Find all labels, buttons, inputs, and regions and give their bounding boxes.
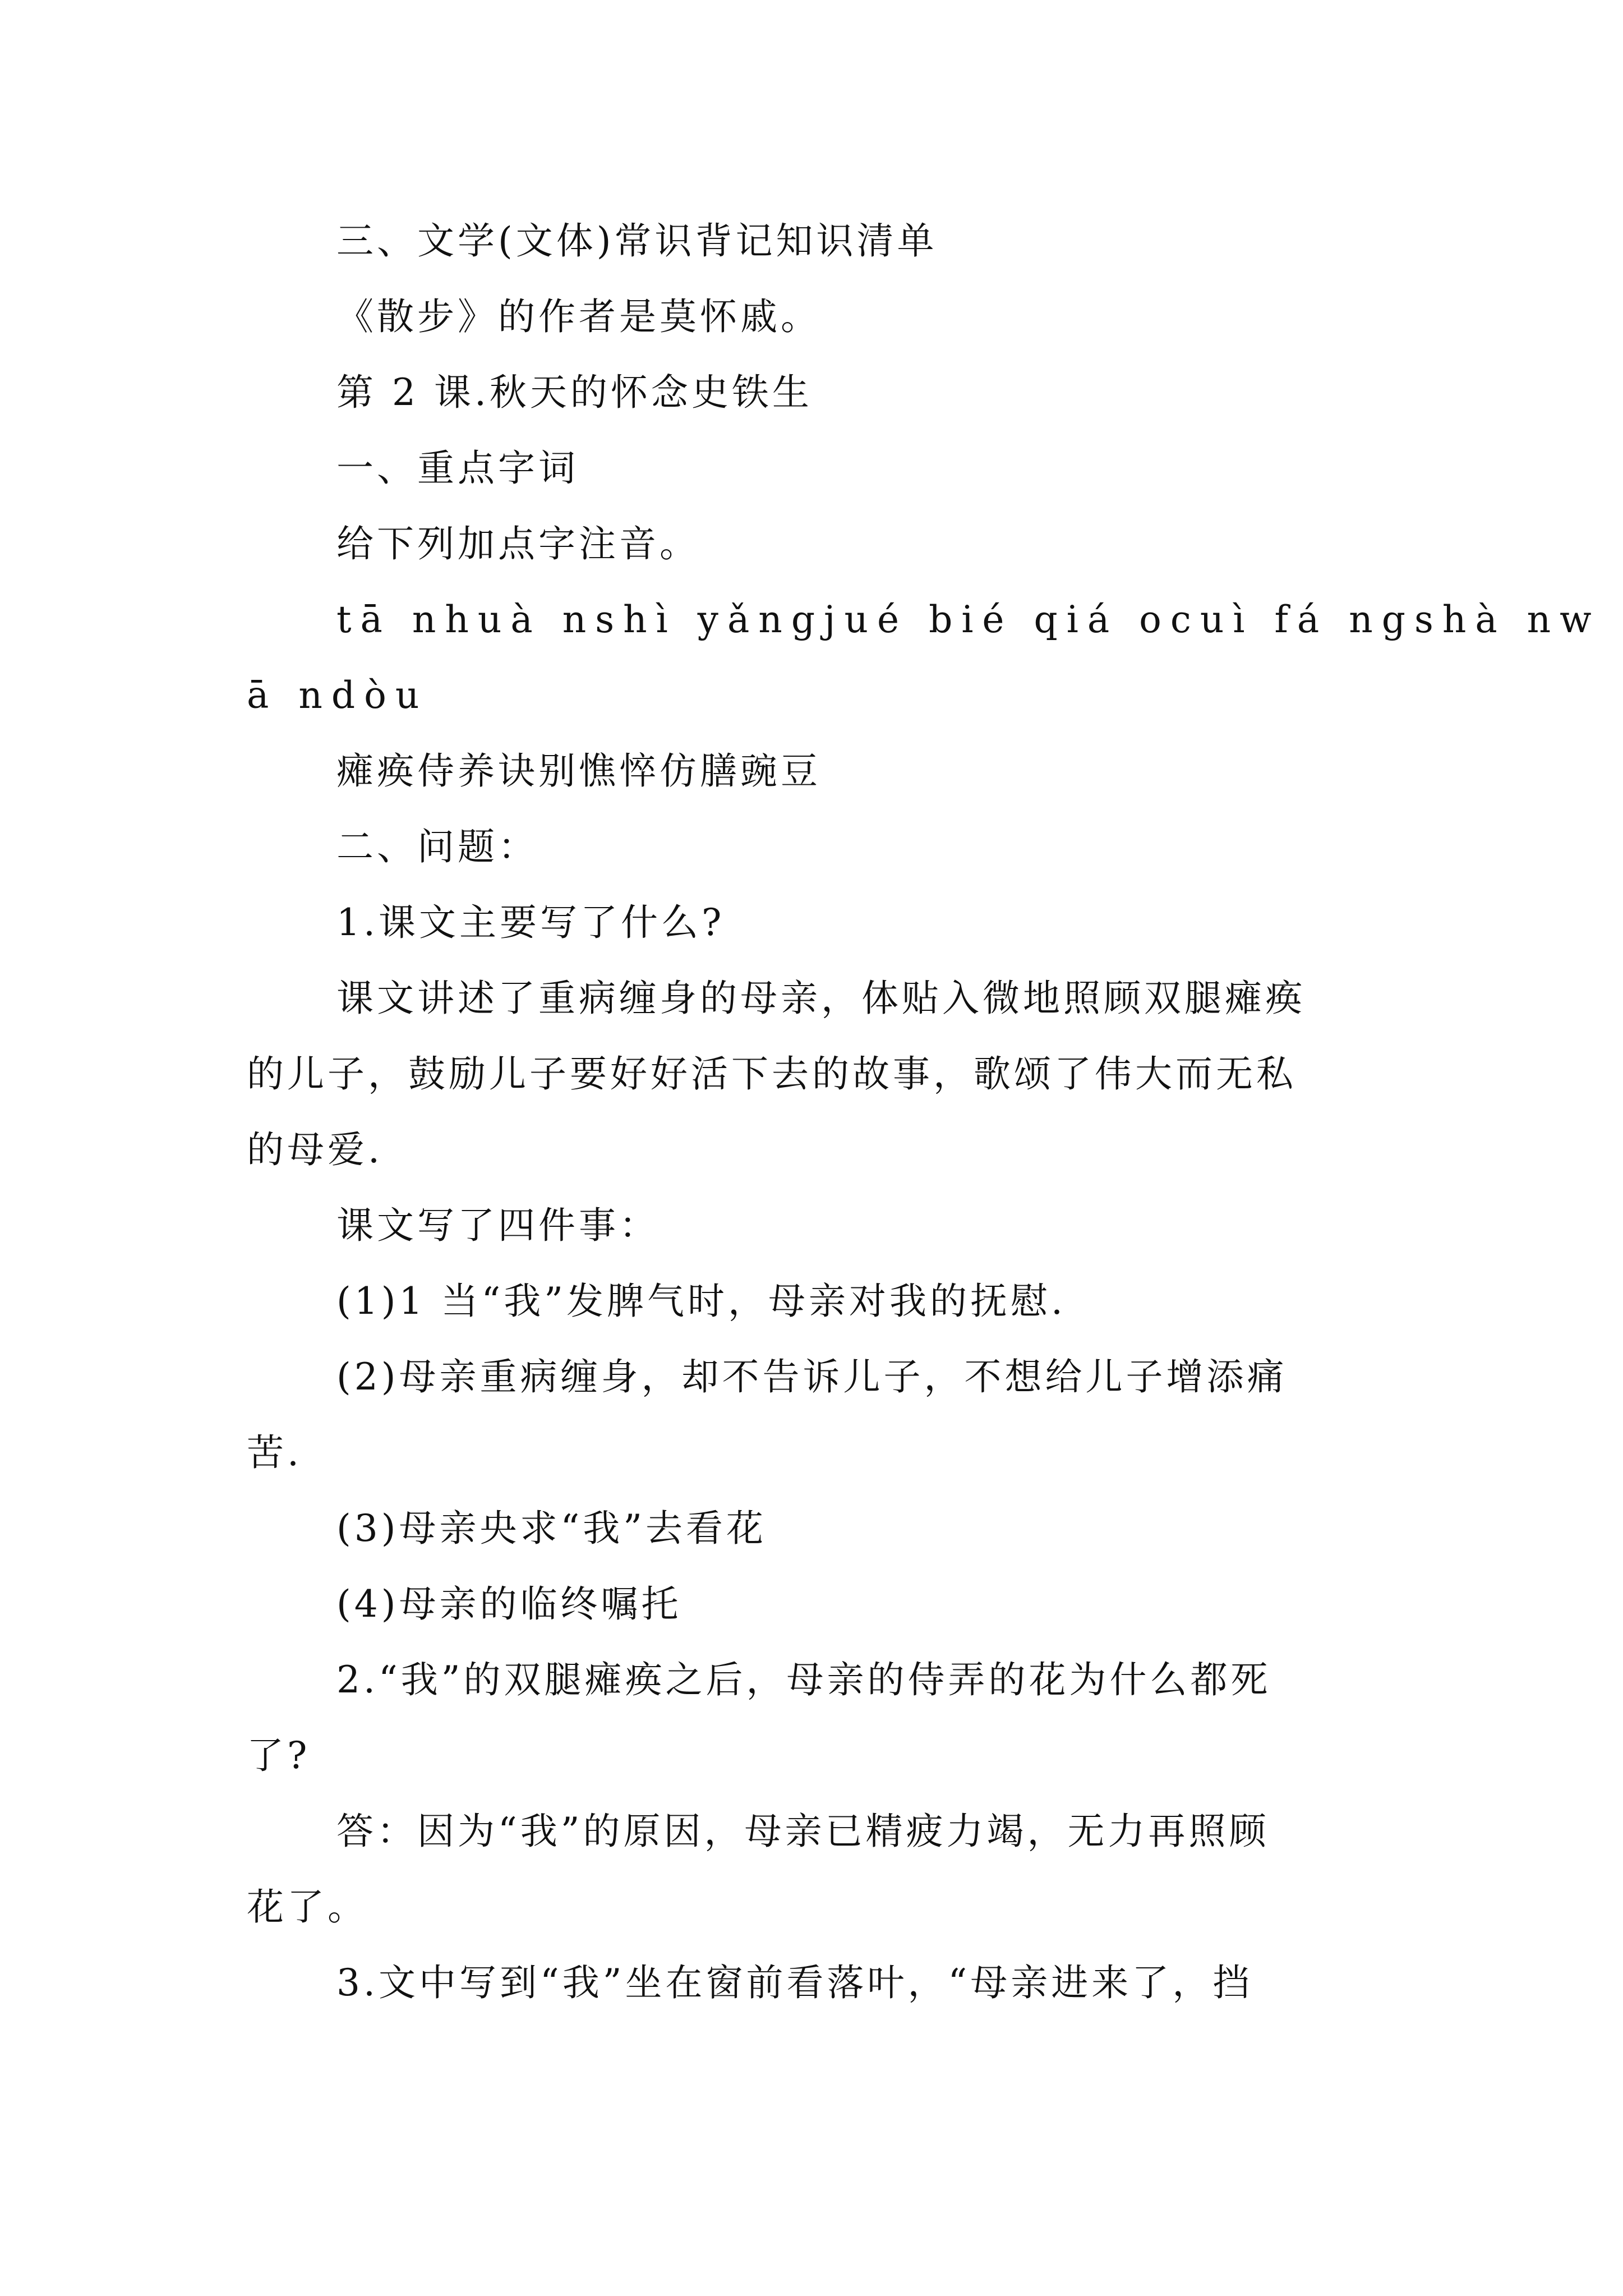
answer-line: 的儿子，鼓励儿子要好好活下去的故事，歌颂了伟大而无私 (247, 1052, 1297, 1096)
text-line: 《散步》的作者是莫怀戚。 (336, 295, 821, 338)
section-heading-key-words: 一、重点字词 (336, 447, 579, 490)
section-heading-questions: 二、问题： (336, 825, 538, 868)
list-item: (3)母亲央求“我”去看花 (336, 1507, 767, 1550)
answer-line: 课文讲述了重病缠身的母亲，体贴入微地照顾双腿瘫痪 (336, 977, 1306, 1020)
question-line: 3.文中写到“我”坐在窗前看落叶，“母亲进来了，挡 (336, 1961, 1253, 2004)
question-line-continued: 了? (247, 1734, 311, 1777)
pinyin-line-continued: ā ndòu (247, 674, 428, 717)
answer-line-continued: 花了。 (247, 1885, 368, 1929)
section-heading-literature: 三、文学(文体)常识背记知识清单 (336, 219, 938, 263)
lesson-title: 第 2 课.秋天的怀念史铁生 (336, 371, 813, 414)
list-item: (1)1 当“我”发脾气时，母亲对我的抚慰. (336, 1280, 1066, 1323)
pinyin-line: tā nhuà nshì yǎngjué bié qiá ocuì fá ngshà nw (336, 598, 1601, 641)
list-item-continued: 苦. (247, 1431, 302, 1474)
text-line: 给下列加点字注音。 (336, 522, 700, 565)
answer-line: 答：因为“我”的原因，母亲已精疲力竭，无力再照顾 (336, 1810, 1270, 1853)
question-line: 2.“我”的双腿瘫痪之后，母亲的侍弄的花为什么都死 (336, 1658, 1271, 1701)
list-item: (4)母亲的临终嘱托 (336, 1582, 682, 1626)
vocabulary-line: 瘫痪侍养诀别憔悴仿膳豌豆 (336, 749, 821, 793)
list-item: (2)母亲重病缠身，却不告诉儿子，不想给儿子增添痛 (336, 1355, 1288, 1398)
question-line: 1.课文主要写了什么? (336, 901, 725, 944)
text-line: 课文写了四件事： (336, 1204, 660, 1247)
answer-line: 的母爱. (247, 1128, 383, 1171)
